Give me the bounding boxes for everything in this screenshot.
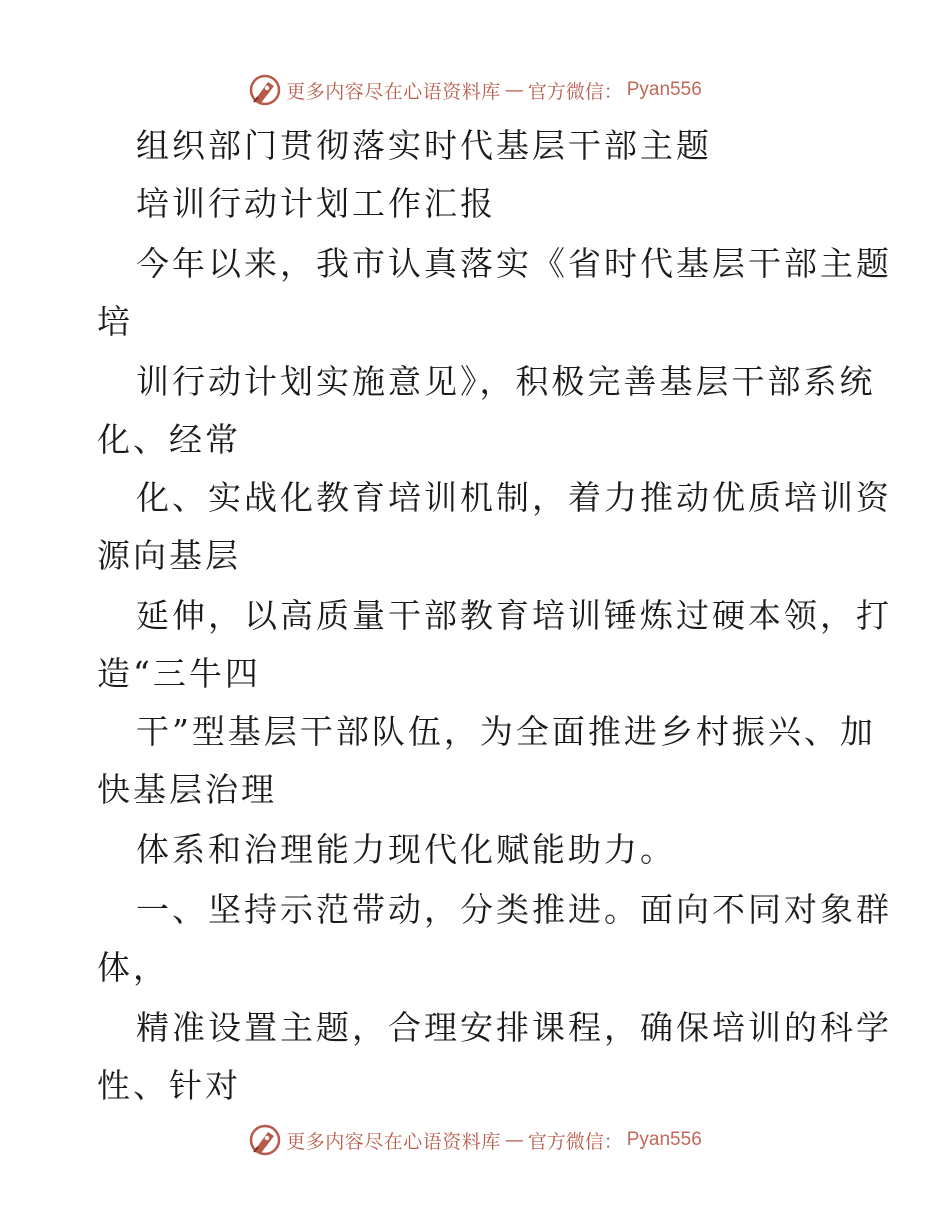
text-line: 今年以来，我市认真落实《省时代基层干部主题 bbox=[136, 244, 892, 283]
text-line: 精准设置主题，合理安排课程，确保培训的科学 bbox=[136, 1008, 892, 1047]
title-line-2: 培训行动计划工作汇报 bbox=[136, 184, 496, 223]
pen-nib-logo-icon bbox=[248, 73, 282, 107]
footer-wechat-id: Pyan556 bbox=[626, 1129, 702, 1150]
header-banner bbox=[248, 73, 702, 107]
text-line: 训行动计划实施意见》，积极完善基层干部系统 bbox=[136, 362, 876, 401]
footer-site-text: 更多内容尽在心语资料库 bbox=[286, 1130, 501, 1153]
header-wechat-label: 官方微信： bbox=[527, 80, 623, 103]
text-line: 体系和治理能力现代化赋能助力。 bbox=[136, 830, 676, 869]
header-site-text: 更多内容尽在心语资料库 bbox=[286, 80, 501, 103]
pen-nib-logo-icon bbox=[248, 1123, 282, 1157]
page-footer bbox=[0, 1120, 950, 1160]
text-line: 延伸，以高质量干部教育培训锤炼过硬本领，打 bbox=[136, 596, 892, 635]
footer-wechat-label: 官方微信： bbox=[527, 1130, 623, 1153]
text-line: 体， bbox=[97, 948, 169, 987]
text-line: 化、实战化教育培训机制，着力推动优质培训资 bbox=[136, 478, 892, 517]
text-line: 性、针对 bbox=[97, 1066, 241, 1105]
text-line: 造“三牛四 bbox=[97, 654, 261, 693]
section-heading-line: 一、坚持示范带动，分类推进。面向不同对象群 bbox=[136, 890, 892, 929]
page-header bbox=[0, 70, 950, 110]
text-line: 快基层治理 bbox=[97, 770, 277, 809]
title-line-1: 组织部门贯彻落实时代基层干部主题 bbox=[136, 126, 712, 165]
text-line: 化、经常 bbox=[97, 420, 241, 459]
text-line: 源向基层 bbox=[97, 536, 241, 575]
header-wechat-id: Pyan556 bbox=[626, 79, 702, 100]
text-line: 培 bbox=[97, 302, 133, 341]
text-line: 干”型基层干部队伍，为全面推进乡村振兴、加 bbox=[136, 712, 876, 751]
header-separator: — bbox=[504, 79, 524, 101]
footer-separator: — bbox=[504, 1129, 524, 1151]
footer-banner bbox=[248, 1123, 702, 1157]
